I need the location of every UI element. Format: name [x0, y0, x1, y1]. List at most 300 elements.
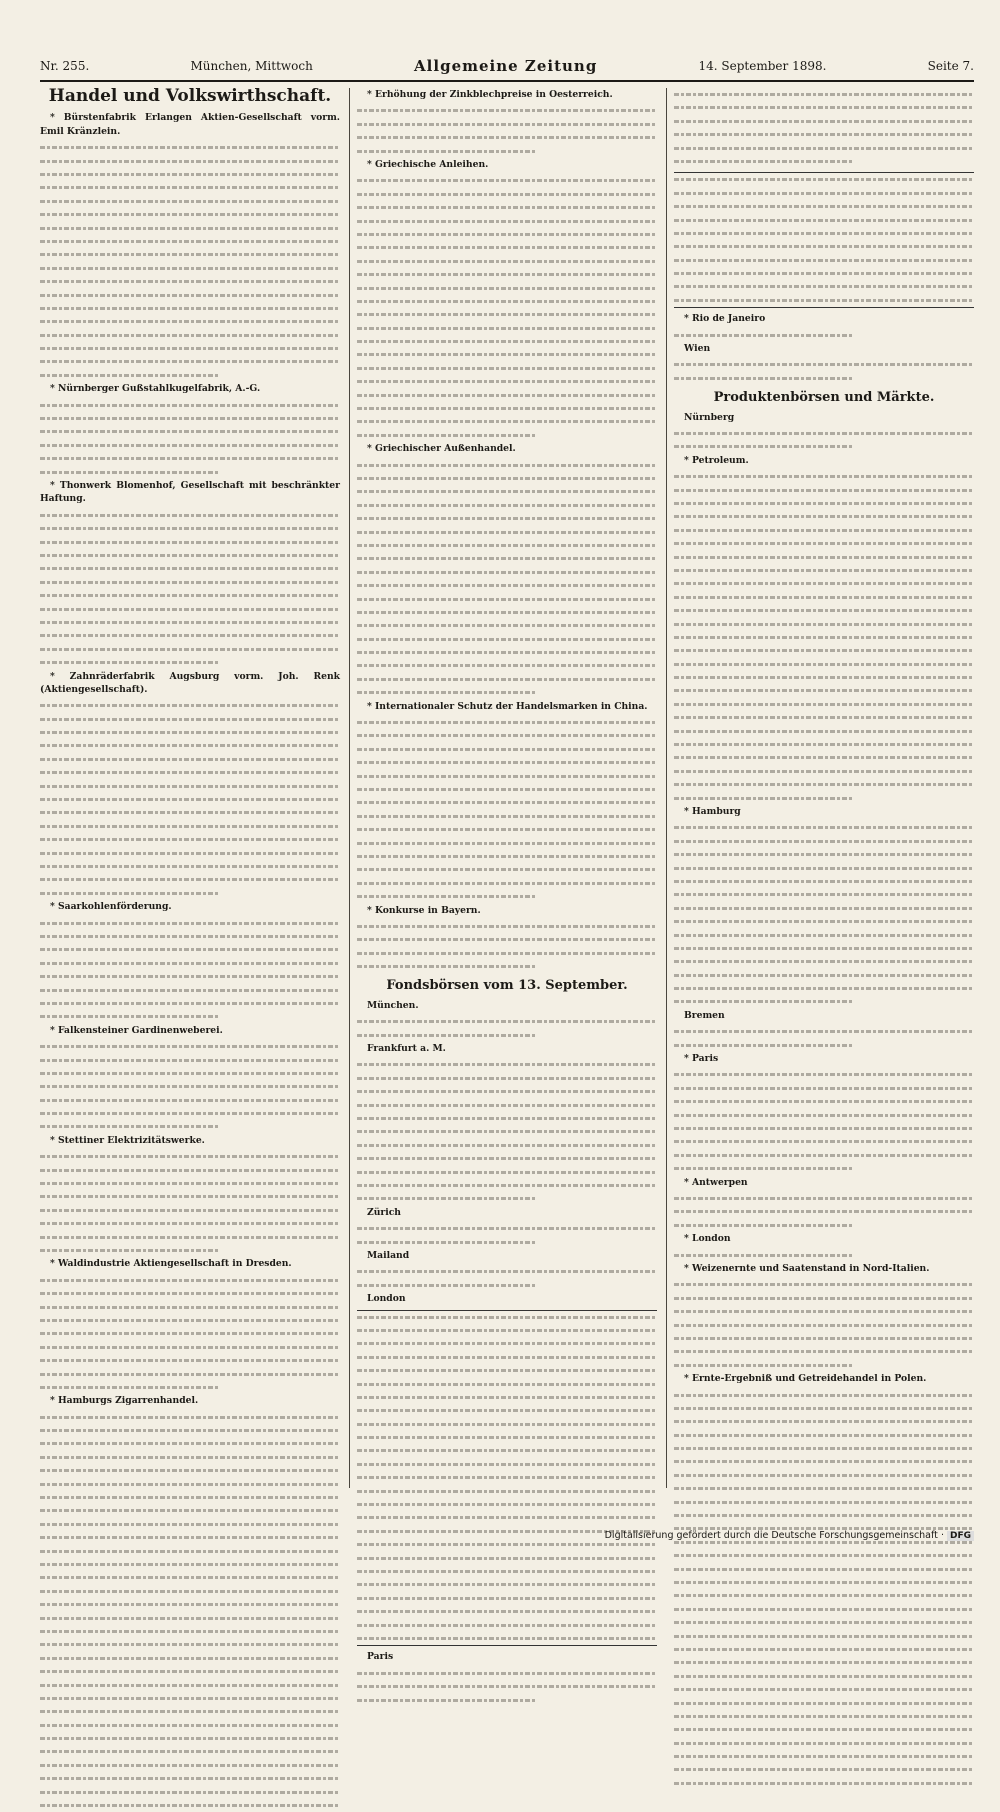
illegible-text: [357, 796, 657, 809]
illegible-text: [357, 131, 657, 144]
illegible-text: [40, 860, 340, 873]
illegible-text: [357, 375, 657, 388]
illegible-text: [40, 806, 340, 819]
illegible-text: [40, 195, 340, 208]
illegible-text: [40, 1040, 340, 1053]
illegible-text: [674, 698, 974, 711]
illegible-text: [40, 562, 340, 575]
illegible-text: [357, 1311, 657, 1324]
illegible-text: [357, 1619, 657, 1632]
illegible-text: [40, 1545, 340, 1558]
illegible-text: [674, 240, 974, 253]
illegible-text: [357, 1364, 657, 1377]
illegible-text: [674, 1763, 974, 1776]
illegible-text: [674, 329, 974, 342]
illegible-text: [40, 1080, 340, 1093]
article-heading: Nürnberg: [684, 411, 735, 423]
illegible-text: [40, 603, 340, 616]
illegible-text: [40, 833, 340, 846]
illegible-text: [40, 1244, 340, 1257]
illegible-text: [357, 322, 657, 335]
quotation-table: [674, 172, 974, 308]
illegible-text: [40, 1381, 340, 1394]
illegible-text: [357, 729, 657, 742]
market-heading: München.: [367, 999, 419, 1011]
illegible-text: [674, 537, 974, 550]
illegible-text: [357, 1192, 657, 1205]
illegible-text: [357, 686, 657, 699]
illegible-text: [40, 1107, 340, 1120]
illegible-text: [674, 862, 974, 875]
illegible-text: [40, 793, 340, 806]
illegible-text: [674, 1122, 974, 1135]
article-heading: * Internationaler Schutz der Handelsmarken in China.: [367, 700, 648, 712]
illegible-text: [40, 1652, 340, 1665]
illegible-text: [40, 536, 340, 549]
market-heading: Frankfurt a. M.: [367, 1043, 446, 1055]
illegible-text: [357, 1058, 657, 1071]
illegible-text: [674, 1205, 974, 1218]
column-3: [674, 88, 974, 1488]
illegible-text: [357, 1431, 657, 1444]
illegible-text: [674, 1135, 974, 1148]
illegible-text: [357, 1139, 657, 1152]
article-heading: * Bürstenfabrik Erlangen Aktien-Gesellschaft vorm. Emil Kränzlein.: [40, 112, 340, 137]
illegible-text: [357, 268, 657, 281]
article-heading: * Stettiner Elektrizitätswerke.: [50, 1134, 205, 1146]
illegible-text: [357, 1578, 657, 1591]
illegible-text: [357, 743, 657, 756]
illegible-text: [357, 659, 657, 672]
illegible-text: [40, 1287, 340, 1300]
illegible-text: [674, 929, 974, 942]
illegible-text: [40, 1341, 340, 1354]
illegible-text: [674, 1305, 974, 1318]
illegible-text: [40, 589, 340, 602]
illegible-text: [357, 1444, 657, 1457]
illegible-text: [674, 644, 974, 657]
illegible-text: [40, 1732, 340, 1745]
issue-number: Nr. 255.: [40, 59, 90, 73]
illegible-text: [357, 823, 657, 836]
article-heading: * Petroleum.: [684, 454, 749, 466]
illegible-text: [40, 1177, 340, 1190]
illegible-text: [40, 1231, 340, 1244]
illegible-text: [40, 1679, 340, 1692]
illegible-text: [674, 1723, 974, 1736]
illegible-text: [40, 1437, 340, 1450]
illegible-text: [357, 526, 657, 539]
illegible-text: [357, 201, 657, 214]
illegible-text: [40, 917, 340, 930]
illegible-text: [40, 355, 340, 368]
illegible-text: [357, 552, 657, 565]
article-heading: * Weizenernte und Saatenstand in Nord-Italien.: [684, 1262, 930, 1274]
illegible-text: [40, 643, 340, 656]
illegible-text: [357, 1351, 657, 1364]
illegible-text: [40, 873, 340, 886]
column-2: [357, 88, 657, 1663]
illegible-text: [357, 308, 657, 321]
illegible-text: [674, 1697, 974, 1710]
illegible-text: [357, 1072, 657, 1085]
illegible-text: [40, 1558, 340, 1571]
illegible-text: [40, 1010, 340, 1023]
market-heading: Paris: [367, 1651, 394, 1663]
illegible-text: [357, 1511, 657, 1524]
illegible-text: [674, 1278, 974, 1291]
illegible-text: [674, 738, 974, 751]
illegible-text: [40, 1054, 340, 1067]
illegible-text: [674, 1442, 974, 1455]
illegible-text: [674, 254, 974, 267]
market-heading: London: [367, 1293, 406, 1305]
illegible-text: [357, 1605, 657, 1618]
article-heading: * Hamburg: [684, 806, 741, 817]
illegible-text: [674, 440, 974, 453]
illegible-text: [674, 510, 974, 523]
illegible-text: [357, 389, 657, 402]
illegible-text: [40, 616, 340, 629]
illegible-text: [40, 1786, 340, 1799]
section-title: Handel und Volkswirthschaft.: [48, 86, 332, 106]
illegible-text: [674, 888, 974, 901]
place-day: München, Mittwoch: [190, 59, 313, 73]
illegible-text: [357, 348, 657, 361]
illegible-text: [674, 1345, 974, 1358]
illegible-text: [40, 970, 340, 983]
illegible-text: [674, 751, 974, 764]
illegible-text: [674, 1109, 974, 1122]
illegible-text: [674, 1192, 974, 1205]
article-heading: Bremen: [684, 1009, 725, 1021]
illegible-text: [674, 187, 974, 200]
illegible-text: [357, 402, 657, 415]
market-heading: Mailand: [367, 1249, 410, 1261]
illegible-text: [674, 173, 974, 186]
illegible-text: [674, 618, 974, 631]
column-1: [40, 88, 340, 1488]
illegible-text: [40, 1354, 340, 1367]
illegible-text: [40, 141, 340, 154]
illegible-text: [674, 1359, 974, 1372]
illegible-text: [40, 181, 340, 194]
illegible-text: [357, 619, 657, 632]
illegible-text: [40, 1164, 340, 1177]
illegible-text: [674, 1670, 974, 1683]
illegible-text: [674, 1149, 974, 1162]
illegible-text: [40, 1478, 340, 1491]
article-heading: * Griechische Anleihen.: [367, 158, 489, 170]
illegible-text: [674, 427, 974, 440]
illegible-text: [40, 222, 340, 235]
illegible-text: [357, 118, 657, 131]
illegible-text: [357, 228, 657, 241]
illegible-text: [357, 1125, 657, 1138]
illegible-text: [357, 1404, 657, 1417]
illegible-text: [40, 412, 340, 425]
illegible-text: [357, 1099, 657, 1112]
illegible-text: [357, 756, 657, 769]
illegible-text: [357, 499, 657, 512]
illegible-text: [40, 1190, 340, 1203]
illegible-text: [40, 1665, 340, 1678]
illegible-text: [357, 1552, 657, 1565]
illegible-text: [40, 1411, 340, 1424]
illegible-text: [40, 1745, 340, 1758]
illegible-text: [674, 1710, 974, 1723]
illegible-text: [674, 1389, 974, 1402]
column-divider: [666, 88, 667, 1488]
illegible-text: [40, 1638, 340, 1651]
illegible-text: [40, 275, 340, 288]
illegible-text: [674, 1249, 974, 1262]
illegible-text: [357, 1222, 657, 1235]
illegible-text: [40, 1067, 340, 1080]
illegible-text: [674, 470, 974, 483]
illegible-text: [674, 725, 974, 738]
illegible-text: [357, 1152, 657, 1165]
illegible-text: [674, 1777, 974, 1790]
illegible-text: [674, 1683, 974, 1696]
illegible-text: [674, 792, 974, 805]
illegible-text: [674, 765, 974, 778]
illegible-text: [674, 1603, 974, 1616]
illegible-text: [674, 372, 974, 385]
illegible-text: [40, 943, 340, 956]
illegible-text: [40, 168, 340, 181]
illegible-text: [674, 484, 974, 497]
illegible-text: [674, 821, 974, 834]
illegible-text: [357, 1667, 657, 1680]
illegible-text: [357, 104, 657, 117]
illegible-text: [357, 933, 657, 946]
illegible-text: [674, 142, 974, 155]
illegible-text: [357, 850, 657, 863]
illegible-text: [674, 658, 974, 671]
illegible-text: [40, 984, 340, 997]
illegible-text: [357, 1694, 657, 1707]
illegible-text: [357, 255, 657, 268]
illegible-text: [674, 101, 974, 114]
illegible-text: [40, 1598, 340, 1611]
illegible-text: [674, 1429, 974, 1442]
illegible-text: [674, 1496, 974, 1509]
illegible-text: [357, 1680, 657, 1693]
illegible-text: [357, 145, 657, 158]
illegible-text: [674, 631, 974, 644]
article-heading: * Saarkohlenförderung.: [50, 901, 172, 913]
illegible-text: [40, 1799, 340, 1812]
illegible-text: [40, 1314, 340, 1327]
illegible-text: [40, 766, 340, 779]
illegible-text: [674, 848, 974, 861]
illegible-text: [40, 1301, 340, 1314]
page-header: [40, 52, 974, 82]
illegible-text: [357, 1565, 657, 1578]
illegible-text: [357, 1236, 657, 1249]
illegible-text: [674, 915, 974, 928]
illegible-text: [674, 280, 974, 293]
illegible-text: [357, 188, 657, 201]
illegible-text: [357, 1112, 657, 1125]
illegible-text: [40, 1120, 340, 1133]
illegible-text: [357, 1485, 657, 1498]
illegible-text: [357, 890, 657, 903]
illegible-text: [40, 1451, 340, 1464]
illegible-text: [357, 877, 657, 890]
illegible-text: [40, 399, 340, 412]
illegible-text: [40, 1274, 340, 1287]
illegible-text: [40, 699, 340, 712]
illegible-text: [357, 1471, 657, 1484]
illegible-text: [40, 1204, 340, 1217]
illegible-text: [357, 295, 657, 308]
illegible-text: [357, 960, 657, 973]
illegible-text: [674, 1039, 974, 1052]
illegible-text: [40, 739, 340, 752]
illegible-text: [357, 579, 657, 592]
illegible-text: [357, 429, 657, 442]
illegible-text: [674, 982, 974, 995]
illegible-text: [40, 452, 340, 465]
illegible-text: [40, 887, 340, 900]
illegible-text: [40, 549, 340, 562]
illegible-text: [674, 955, 974, 968]
illegible-text: [357, 673, 657, 686]
illegible-text: [357, 459, 657, 472]
illegible-text: [674, 835, 974, 848]
article-heading: * Thonwerk Blomenhof, Gesellschaft mit beschränkter Haftung.: [40, 480, 340, 505]
illegible-text: [40, 1705, 340, 1718]
article-heading: * London: [684, 1233, 731, 1245]
illegible-text: [40, 1692, 340, 1705]
illegible-text: [357, 1458, 657, 1471]
illegible-text: [674, 1549, 974, 1562]
article-heading: * Konkurse in Bayern.: [367, 904, 481, 916]
illegible-text: [674, 88, 974, 101]
illegible-text: [357, 633, 657, 646]
illegible-text: [674, 1563, 974, 1576]
illegible-text: [357, 1179, 657, 1192]
illegible-text: [357, 770, 657, 783]
article-heading: * Griechischer Außenhandel.: [367, 443, 516, 455]
illegible-text: [40, 1150, 340, 1163]
illegible-text: [674, 969, 974, 982]
illegible-text: [674, 155, 974, 168]
illegible-text: [674, 524, 974, 537]
illegible-text: [674, 1469, 974, 1482]
illegible-text: [40, 1612, 340, 1625]
illegible-text: [357, 335, 657, 348]
illegible-text: [40, 208, 340, 221]
illegible-text: [357, 1632, 657, 1645]
illegible-text: [357, 863, 657, 876]
illegible-text: [357, 783, 657, 796]
section-title: Produktenbörsen und Märkte.: [713, 390, 935, 406]
illegible-text: [357, 1029, 657, 1042]
illegible-text: [357, 1391, 657, 1404]
illegible-text: [40, 820, 340, 833]
illegible-text: [357, 512, 657, 525]
illegible-text: [40, 1424, 340, 1437]
illegible-text: [357, 810, 657, 823]
article-heading: * Ernte-Ergebniß und Getreidehandel in Polen.: [684, 1373, 927, 1385]
illegible-text: [357, 241, 657, 254]
issue-date: 14. September 1898.: [698, 59, 827, 73]
illegible-text: [40, 425, 340, 438]
illegible-text: [40, 439, 340, 452]
illegible-text: [674, 1082, 974, 1095]
illegible-text: [40, 1504, 340, 1517]
illegible-text: [674, 1068, 974, 1081]
illegible-text: [357, 837, 657, 850]
illegible-text: [40, 248, 340, 261]
column-divider: [349, 88, 350, 1488]
article-heading: * Paris: [684, 1053, 719, 1065]
illegible-text: [674, 564, 974, 577]
illegible-text: [674, 214, 974, 227]
illegible-text: [357, 606, 657, 619]
illegible-text: [357, 1265, 657, 1278]
illegible-text: [674, 1219, 974, 1232]
illegible-text: [674, 358, 974, 371]
illegible-text: [357, 174, 657, 187]
illegible-text: [674, 294, 974, 307]
illegible-text: [357, 646, 657, 659]
digitization-credit: Digitalisierung gefördert durch die Deutsche Forschungsgemeinschaft · DFG: [605, 1530, 974, 1541]
illegible-text: [40, 780, 340, 793]
illegible-text: [40, 1327, 340, 1340]
illegible-text: [40, 1719, 340, 1732]
illegible-text: [40, 369, 340, 382]
illegible-text: [674, 1630, 974, 1643]
illegible-text: [40, 289, 340, 302]
illegible-text: [357, 566, 657, 579]
illegible-text: [40, 997, 340, 1010]
illegible-text: [674, 577, 974, 590]
illegible-text: [357, 947, 657, 960]
illegible-text: [674, 267, 974, 280]
illegible-text: [674, 1656, 974, 1669]
quotation-table: [357, 1310, 657, 1647]
illegible-text: [674, 1643, 974, 1656]
illegible-text: [674, 591, 974, 604]
illegible-text: [357, 1337, 657, 1350]
illegible-text: [40, 713, 340, 726]
illegible-text: [674, 1750, 974, 1763]
page-number: Seite 7.: [927, 59, 974, 73]
illegible-text: [40, 753, 340, 766]
illegible-text: [357, 716, 657, 729]
illegible-text: [40, 155, 340, 168]
illegible-text: [357, 593, 657, 606]
illegible-text: [357, 415, 657, 428]
market-heading: Zürich: [367, 1206, 401, 1218]
illegible-text: [674, 1589, 974, 1602]
illegible-text: [674, 1415, 974, 1428]
illegible-text: [674, 1332, 974, 1345]
illegible-text: [40, 509, 340, 522]
illegible-text: [674, 227, 974, 240]
illegible-text: [40, 656, 340, 669]
illegible-text: [357, 1279, 657, 1292]
illegible-text: [40, 1217, 340, 1230]
illegible-text: [674, 995, 974, 1008]
article-heading: * Waldindustrie Aktiengesellschaft in Dresden.: [50, 1258, 292, 1270]
illegible-text: [357, 282, 657, 295]
illegible-text: [40, 235, 340, 248]
